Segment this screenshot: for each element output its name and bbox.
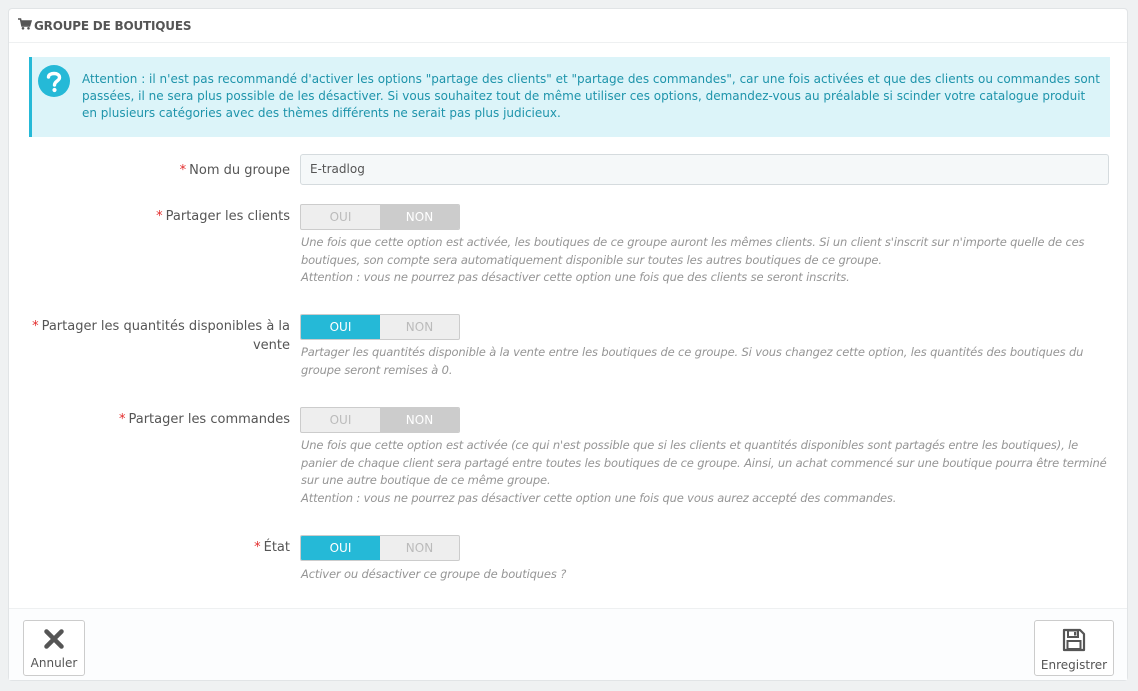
- status-label: * État: [254, 540, 290, 555]
- required-asterisk: *: [179, 163, 187, 178]
- panel-footer: [9, 608, 1127, 680]
- required-asterisk: *: [118, 412, 126, 427]
- panel-title: GROUPE DE BOUTIQUES: [34, 18, 192, 33]
- status-switch[interactable]: [300, 535, 460, 561]
- share-stock-no[interactable]: NON: [405, 320, 434, 334]
- share-stock-label: * Partager les quantités disponibles à la vente: [32, 319, 290, 353]
- share-stock-yes[interactable]: OUI: [301, 315, 380, 339]
- save-label: Enregistrer: [1040, 658, 1108, 672]
- required-asterisk: *: [32, 319, 39, 334]
- info-alert: [29, 57, 1110, 137]
- share-customers-switch[interactable]: [300, 204, 460, 230]
- shopping-cart-icon: [18, 18, 34, 33]
- share-stock-help: Partager les quantités disponible à la vente entre les boutiques de ce groupe. Si vous changez cette option, les quantités des boutiques du groupe seront remises à 0.: [301, 345, 1084, 377]
- share-customers-help: Une fois que cette option est activée, les boutiques de ce groupe auront les mêmes clients. Si un client s'inscrit sur n'importe quelle de ces boutiques, son compte sera automatiquement disponible sur toutes les autres boutiques de ce groupe. Attention : vous ne pourrez pas désactiver cette option une fois que des clients se seront inscrits.: [301, 235, 1085, 284]
- cancel-button[interactable]: [23, 620, 85, 676]
- share-orders-switch[interactable]: [300, 407, 460, 433]
- group-name-label: * Nom du groupe: [179, 163, 290, 178]
- floppy-disk-icon: [1035, 628, 1113, 655]
- cancel-label: Annuler: [30, 656, 78, 670]
- share-orders-yes[interactable]: OUI: [329, 413, 352, 427]
- share-orders-no[interactable]: NON: [380, 408, 459, 432]
- share-customers-yes[interactable]: OUI: [329, 210, 352, 224]
- shop-group-panel: [8, 8, 1128, 681]
- required-asterisk: *: [254, 540, 261, 555]
- status-yes[interactable]: OUI: [301, 536, 380, 560]
- share-orders-label: * Partager les commandes: [118, 412, 290, 427]
- share-stock-switch[interactable]: [300, 314, 460, 340]
- question-circle-icon: [37, 64, 71, 101]
- status-no[interactable]: NON: [405, 541, 434, 555]
- share-customers-no[interactable]: NON: [380, 205, 459, 229]
- share-orders-help: Une fois que cette option est activée (ce qui n'est possible que si les clients et quantités disponibles sont partagés entre les boutiques), le panier de chaque client sera partagé entre toutes les boutiques de ce groupe. Ainsi, un achat commencé sur une boutique pourra être terminé sur une autre boutique de ce même groupe. Attention : vous ne pourrez pas désactiver cette option une fois que vous aurez accepté des commandes.: [301, 438, 1107, 505]
- alert-text: Attention : il n'est pas recommandé d'activer les options "partage des clients" et "partage des commandes", car une fois activées et que des clients ou commandes sont passées, il ne sera plus possible de les désactiver. Si vous souhaitez tout de même utiliser ces options, demandez-vous au préalable si scinder votre catalogue produit en plusieurs catégories avec des thèmes différents ne serait pas plus judicieux.: [82, 72, 1100, 120]
- group-name-input[interactable]: E-tradlog: [300, 154, 1109, 185]
- save-button[interactable]: [1034, 620, 1114, 676]
- required-asterisk: *: [156, 209, 163, 224]
- status-help: Activer ou désactiver ce groupe de boutiques ?: [301, 567, 567, 581]
- share-customers-label: * Partager les clients: [156, 209, 290, 224]
- panel-heading: [9, 9, 1127, 43]
- close-icon: [24, 628, 84, 653]
